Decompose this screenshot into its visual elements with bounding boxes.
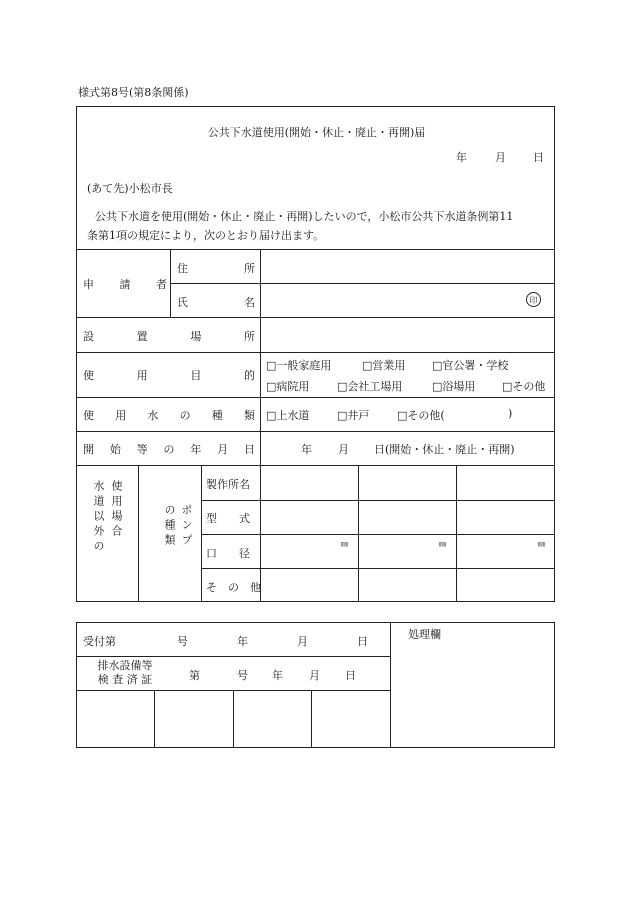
purpose-option-bathhouse[interactable]: □浴場用 — [432, 380, 476, 393]
purpose-option-business[interactable]: □営業用 — [362, 359, 406, 372]
address-field[interactable] — [263, 251, 551, 281]
declaration-line-1: 公共下水道を使用(開始・休止・廃止・再開)したいので，小松市公共下水道条例第11 — [95, 210, 514, 223]
other-water-label-col1: 使用場合 — [110, 480, 123, 540]
application-form — [76, 106, 555, 602]
date-day-label: 日 — [533, 151, 544, 164]
diameter-label: 口 径 — [206, 547, 250, 560]
unit-mm-3: ㎜ — [538, 540, 545, 548]
form-number-label: 様式第8号(第8条関係) — [78, 86, 189, 99]
purpose-label: 使 用 目 的 — [83, 369, 255, 382]
purpose-option-hospital[interactable]: □病院用 — [266, 380, 310, 393]
office-use-box — [76, 622, 555, 748]
declaration-text — [87, 207, 547, 245]
reception-month-label: 月 — [297, 635, 308, 648]
water-option-other-close-paren: ) — [508, 407, 513, 420]
water-option-tap[interactable]: □上水道 — [266, 409, 310, 422]
inspection-day-label: 日 — [345, 669, 356, 682]
name-field[interactable] — [263, 285, 523, 315]
date-year-label: 年 — [456, 151, 467, 164]
model-label: 型 式 — [206, 512, 250, 525]
addressee: (あて先)小松市長 — [87, 182, 173, 195]
water-type-label: 使 用 水 の 種 類 — [83, 409, 255, 422]
processing-label: 処理欄 — [408, 628, 441, 641]
inspection-number-label: 号 — [237, 669, 248, 682]
other-water-label-col2: 水道以外の — [92, 480, 105, 555]
reception-day-label: 日 — [357, 635, 368, 648]
location-field[interactable] — [263, 319, 551, 350]
water-option-well[interactable]: □井戸 — [337, 409, 370, 422]
applicant-label: 申 請 者 — [83, 278, 167, 291]
name-label: 氏 名 — [177, 296, 255, 309]
purpose-option-factory[interactable]: □会社工場用 — [337, 380, 403, 393]
location-label: 設 置 場 所 — [83, 330, 255, 343]
start-month-label: 月 — [338, 443, 349, 456]
address-label: 住 所 — [177, 262, 255, 275]
unit-mm-1: ㎜ — [341, 540, 348, 548]
form-title: 公共下水道使用(開始・休止・廃止・再開)届 — [207, 126, 426, 139]
manufacturer-label: 製作所名 — [206, 478, 250, 491]
start-date-label: 開 始 等 の 年 月 日 — [83, 443, 255, 456]
water-option-other[interactable]: □その他( — [397, 409, 445, 422]
reception-label: 受付第 — [83, 635, 116, 648]
inspection-label: 排水設備等 検 査 済 証 — [97, 659, 153, 686]
seal-mark: 印 — [526, 292, 541, 307]
start-year-label: 年 — [301, 443, 312, 456]
reception-number-label: 号 — [177, 635, 188, 648]
declaration-line-2: 条第1項の規定により，次のとおり届け出ます。 — [87, 229, 325, 242]
pump-label-col1: ポンプ — [180, 504, 193, 549]
reception-year-label: 年 — [237, 635, 248, 648]
date-month-label: 月 — [495, 151, 506, 164]
unit-mm-2: ㎜ — [439, 540, 446, 548]
inspection-prefix-label: 第 — [189, 669, 200, 682]
purpose-option-other[interactable]: □その他 — [502, 380, 546, 393]
purpose-option-public-office-school[interactable]: □官公署・学校 — [432, 359, 509, 372]
inspection-month-label: 月 — [309, 669, 320, 682]
pump-label-col2: の種類 — [163, 504, 176, 549]
purpose-option-household[interactable]: □一般家庭用 — [266, 359, 332, 372]
start-day-status-label: 日(開始・休止・廃止・再開) — [374, 443, 515, 456]
inspection-year-label: 年 — [272, 669, 283, 682]
other-label: そ の 他 — [206, 581, 261, 594]
